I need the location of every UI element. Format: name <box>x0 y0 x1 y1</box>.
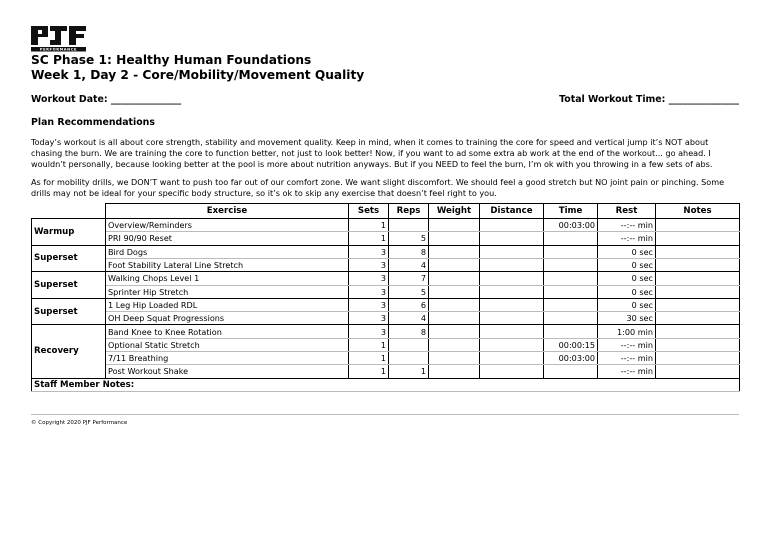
col-time: Time <box>544 204 598 219</box>
table-row <box>32 338 740 351</box>
meta-row <box>31 94 739 105</box>
cell-distance <box>480 219 544 232</box>
title-line-1: SC Phase 1: Healthy Human Foundations <box>31 53 312 67</box>
cell-notes <box>656 245 740 258</box>
col-exercise: Exercise <box>106 204 349 219</box>
cell-notes <box>656 219 740 232</box>
cell-distance <box>480 285 544 298</box>
workout-date-field[interactable]: Workout Date: _______________ <box>31 94 182 105</box>
cell-weight <box>429 219 480 232</box>
group-label: Recovery <box>32 325 106 378</box>
cell-notes <box>656 285 740 298</box>
cell-time: 00:03:00 <box>544 219 598 232</box>
cell-rest: 0 sec <box>598 258 656 271</box>
cell-rest: --:-- min <box>598 365 656 378</box>
cell-distance <box>480 298 544 311</box>
table-row <box>32 298 740 311</box>
cell-time <box>544 258 598 271</box>
table-row <box>32 312 740 325</box>
cell-notes <box>656 325 740 338</box>
cell-sets: 3 <box>349 298 389 311</box>
cell-reps: 4 <box>389 312 429 325</box>
cell-rest: 0 sec <box>598 285 656 298</box>
cell-notes <box>656 365 740 378</box>
cell-sets: 3 <box>349 245 389 258</box>
cell-sets: 1 <box>349 365 389 378</box>
cell-exercise: Band Knee to Knee Rotation <box>106 325 349 338</box>
cell-reps: 8 <box>389 245 429 258</box>
cell-sets: 1 <box>349 351 389 364</box>
group-label: Superset <box>32 245 106 272</box>
cell-distance <box>480 258 544 271</box>
plan-heading: Plan Recommendations <box>31 117 155 128</box>
cell-time <box>544 298 598 311</box>
cell-exercise: Walking Chops Level 1 <box>106 272 349 285</box>
cell-notes <box>656 338 740 351</box>
cell-sets: 3 <box>349 325 389 338</box>
cell-weight <box>429 298 480 311</box>
cell-exercise: 7/11 Breathing <box>106 351 349 364</box>
cell-exercise: 1 Leg Hip Loaded RDL <box>106 298 349 311</box>
cell-time <box>544 312 598 325</box>
cell-reps <box>389 351 429 364</box>
cell-notes <box>656 312 740 325</box>
col-distance: Distance <box>480 204 544 219</box>
cell-weight <box>429 272 480 285</box>
col-sets: Sets <box>349 204 389 219</box>
col-notes: Notes <box>656 204 740 219</box>
pjf-logo-icon <box>31 26 87 52</box>
group-label: Superset <box>32 272 106 299</box>
cell-exercise: Foot Stability Lateral Line Stretch <box>106 258 349 271</box>
cell-notes <box>656 272 740 285</box>
staff-notes-label[interactable]: Staff Member Notes: <box>32 378 740 391</box>
cell-exercise: Overview/Reminders <box>106 219 349 232</box>
copyright-text: © Copyright 2020 PJF Performance <box>31 420 128 426</box>
group-label: Warmup <box>32 219 106 246</box>
cell-time <box>544 365 598 378</box>
cell-notes <box>656 298 740 311</box>
cell-weight <box>429 258 480 271</box>
cell-weight <box>429 338 480 351</box>
title-line-2: Week 1, Day 2 - Core/Mobility/Movement Quality <box>31 68 365 82</box>
workout-table-body <box>32 219 740 379</box>
table-row <box>32 285 740 298</box>
col-weight: Weight <box>429 204 480 219</box>
cell-rest: 30 sec <box>598 312 656 325</box>
cell-reps <box>389 219 429 232</box>
cell-reps: 8 <box>389 325 429 338</box>
cell-exercise: OH Deep Squat Progressions <box>106 312 349 325</box>
plan-paragraph-1: Today’s workout is all about core strength, stability and movement quality. Keep in mind, when it comes to training the core for speed and vertical jump it’s NOT about chasing the burn. We are training the core to function better, not just to look better! Now, if you want to ad some extra ab work at the end of the workout... go ahead. I wouldn’t personally, because looking better at the pool is more about nutrition anyways. But if you NEED to feel the burn, I’m ok with you throwing in a few sets of abs. <box>31 137 713 170</box>
table-row <box>32 365 740 378</box>
cell-weight <box>429 351 480 364</box>
cell-reps <box>389 338 429 351</box>
group-header <box>32 204 106 219</box>
cell-weight <box>429 245 480 258</box>
cell-sets: 3 <box>349 258 389 271</box>
table-row <box>32 272 740 285</box>
cell-exercise: PRI 90/90 Reset <box>106 232 349 245</box>
cell-rest: 0 sec <box>598 245 656 258</box>
cell-sets: 1 <box>349 338 389 351</box>
cell-time: 00:00:15 <box>544 338 598 351</box>
cell-distance <box>480 312 544 325</box>
cell-reps: 1 <box>389 365 429 378</box>
table-header-row <box>32 204 740 219</box>
table-row <box>32 258 740 271</box>
cell-weight <box>429 365 480 378</box>
worksheet-page <box>31 26 739 392</box>
table-row <box>32 351 740 364</box>
cell-exercise: Optional Static Stretch <box>106 338 349 351</box>
workout-table <box>31 203 740 392</box>
cell-weight <box>429 232 480 245</box>
cell-rest: 1:00 min <box>598 325 656 338</box>
cell-rest: --:-- min <box>598 338 656 351</box>
page-title <box>31 53 739 83</box>
svg-text:PERFORMANCE: PERFORMANCE <box>39 47 78 52</box>
col-rest: Rest <box>598 204 656 219</box>
cell-weight <box>429 285 480 298</box>
cell-sets: 1 <box>349 219 389 232</box>
cell-reps: 7 <box>389 272 429 285</box>
cell-time <box>544 232 598 245</box>
cell-time <box>544 285 598 298</box>
cell-distance <box>480 245 544 258</box>
cell-reps: 5 <box>389 232 429 245</box>
table-row <box>32 232 740 245</box>
footer <box>31 414 739 426</box>
cell-sets: 3 <box>349 285 389 298</box>
cell-notes <box>656 258 740 271</box>
cell-distance <box>480 365 544 378</box>
cell-time: 00:03:00 <box>544 351 598 364</box>
total-time-field[interactable]: Total Workout Time: _______________ <box>559 94 739 105</box>
cell-reps: 6 <box>389 298 429 311</box>
cell-distance <box>480 351 544 364</box>
cell-rest: 0 sec <box>598 272 656 285</box>
cell-distance <box>480 325 544 338</box>
cell-exercise: Sprinter Hip Stretch <box>106 285 349 298</box>
cell-rest: 0 sec <box>598 298 656 311</box>
cell-rest: --:-- min <box>598 232 656 245</box>
footer-divider <box>31 414 739 415</box>
cell-distance <box>480 272 544 285</box>
cell-weight <box>429 325 480 338</box>
cell-time <box>544 325 598 338</box>
staff-notes-row <box>32 378 740 391</box>
cell-distance <box>480 338 544 351</box>
table-row <box>32 219 740 232</box>
group-label: Superset <box>32 298 106 325</box>
table-row <box>32 325 740 338</box>
cell-notes <box>656 232 740 245</box>
cell-time <box>544 272 598 285</box>
cell-sets: 1 <box>349 232 389 245</box>
cell-rest: --:-- min <box>598 351 656 364</box>
plan-paragraph-2: As for mobility drills, we DON’T want to push too far out of our comfort zone. We want slight discomfort. We should feel a good stretch but NO joint pain or pinching. Some drills may not be ideal for your specific body structure, so it’s ok to skip any exercise that doesn’t feel right to you. <box>31 176 725 198</box>
cell-reps: 5 <box>389 285 429 298</box>
cell-distance <box>480 232 544 245</box>
cell-reps: 4 <box>389 258 429 271</box>
cell-weight <box>429 312 480 325</box>
cell-sets: 3 <box>349 312 389 325</box>
cell-sets: 3 <box>349 272 389 285</box>
cell-exercise: Bird Dogs <box>106 245 349 258</box>
cell-rest: --:-- min <box>598 219 656 232</box>
brand-logo <box>31 26 87 52</box>
cell-notes <box>656 351 740 364</box>
cell-exercise: Post Workout Shake <box>106 365 349 378</box>
cell-time <box>544 245 598 258</box>
table-row <box>32 245 740 258</box>
col-reps: Reps <box>389 204 429 219</box>
